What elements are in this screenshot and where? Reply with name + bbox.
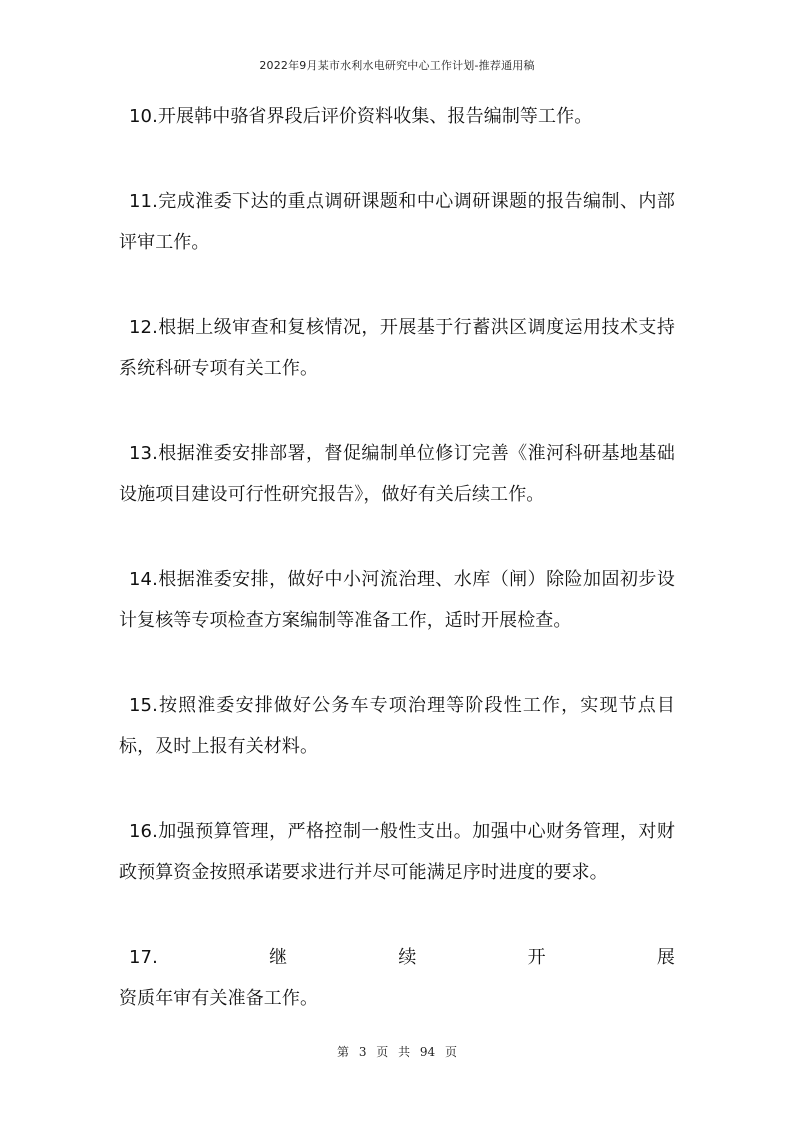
paragraph-17-second-line: 资质年审有关准备工作。	[119, 988, 319, 1009]
paragraph-17-word: 续	[398, 947, 417, 968]
paragraph-10: 10.开展韩中骆省界段后评价资料收集、报告编制等工作。	[129, 106, 593, 127]
paragraph-13: 13.根据淮委安排部署，督促编制单位修订完善《淮河科研基地基础设施项目建设可行性研究报告》，做好有关后续工作。	[119, 443, 675, 505]
paragraph-11: 11.完成淮委下达的重点调研课题和中心调研课题的报告编制、内部评审工作。	[119, 191, 675, 253]
page-header: 2022年9月某市水利水电研究中心工作计划-推荐通用稿	[259, 59, 535, 72]
page-number: 第 3 页 共 94 页	[337, 1045, 457, 1059]
paragraph-16: 16.加强预算管理，严格控制一般性支出。加强中心财务管理，对财政预算资金按照承诺要求进行并尽可能满足序时进度的要求。	[119, 821, 675, 883]
paragraph-12: 12.根据上级审查和复核情况，开展基于行蓄洪区调度运用技术支持系统科研专项有关工作。	[119, 317, 675, 379]
paragraph-17-word: 17.	[129, 947, 158, 968]
paragraph-14: 14.根据淮委安排，做好中小河流治理、水库（闸）除险加固初步设计复核等专项检查方案编制等准备工作，适时开展检查。	[119, 569, 675, 631]
paragraph-17-word: 展	[656, 947, 675, 968]
paragraph-17-word: 开	[527, 947, 546, 968]
document-body	[119, 96, 675, 1063]
paragraph-17-first-line	[119, 937, 675, 978]
paragraph-15: 15.按照淮委安排做好公务车专项治理等阶段性工作，实现节点目标，及时上报有关材料。	[119, 695, 675, 757]
paragraph-17	[119, 937, 675, 1019]
paragraph-17-word: 继	[269, 947, 288, 968]
